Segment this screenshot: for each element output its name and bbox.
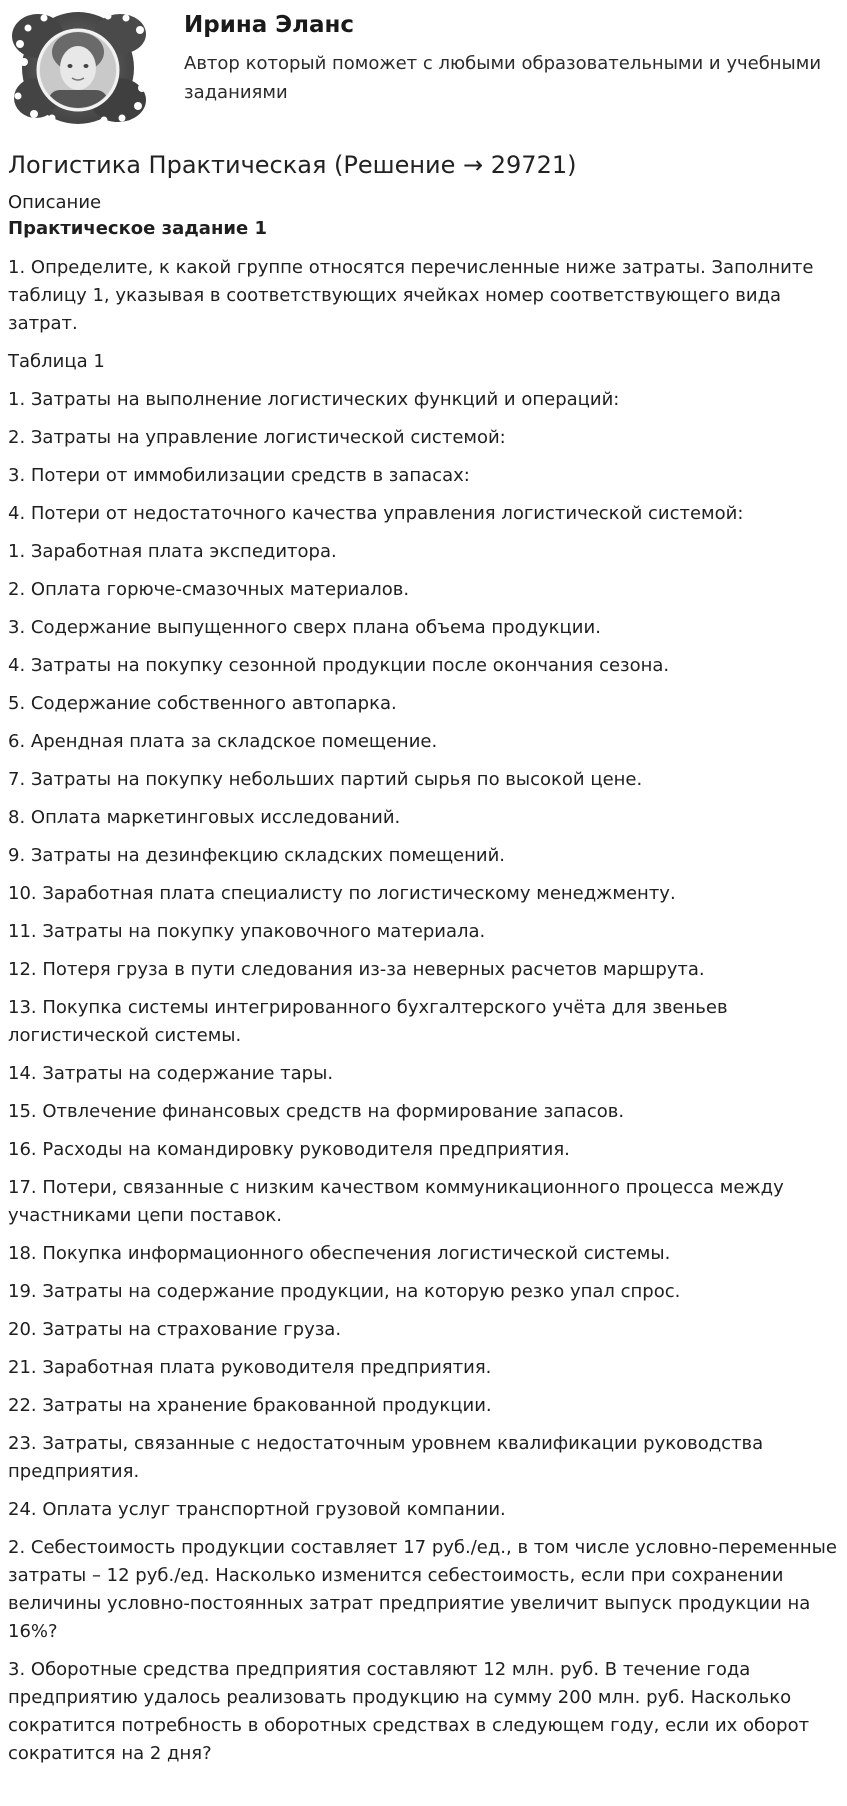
paragraph: 4. Затраты на покупку сезонной продукции после окончания сезона. bbox=[8, 655, 670, 676]
film-reel-frame-icon bbox=[8, 8, 152, 126]
paragraph: 22. Затраты на хранение бракованной продукции. bbox=[8, 1395, 492, 1416]
paragraph: 11. Затраты на покупку упаковочного материала. bbox=[8, 921, 486, 942]
paragraph: 20. Затраты на страхование груза. bbox=[8, 1319, 342, 1340]
author-avatar[interactable] bbox=[8, 8, 152, 126]
paragraph: Таблица 1 bbox=[8, 351, 105, 372]
paragraph: 6. Арендная плата за складское помещение. bbox=[8, 731, 438, 752]
task-heading: Практическое задание 1 bbox=[8, 218, 267, 239]
page-title: Логистика Практическая (Решение → 29721) bbox=[8, 151, 577, 179]
paragraph: 2. Себестоимость продукции составляет 17 руб./ед., в том числе условно-переменные затраты – 12 руб./ед. Насколько изменится себестоимость, если при сохранении величины условно-постоянных затрат предприятие увеличит выпуск продукции на 16%? bbox=[8, 1537, 837, 1642]
paragraph: 21. Заработная плата руководителя предприятия. bbox=[8, 1357, 492, 1378]
paragraph: 16. Расходы на командировку руководителя предприятия. bbox=[8, 1139, 570, 1160]
paragraph: 19. Затраты на содержание продукции, на которую резко упал спрос. bbox=[8, 1281, 681, 1302]
paragraph: 18. Покупка информационного обеспечения логистической системы. bbox=[8, 1243, 671, 1264]
paragraph: 3. Оборотные средства предприятия составляют 12 млн. руб. В течение года предприятию удалось реализовать продукцию на сумму 200 млн. руб. Насколько сократится потребность в оборотных средствах в следующем году, если их оборот сократится на 2 дня? bbox=[8, 1659, 810, 1764]
paragraph: 4. Потери от недостаточного качества управления логистической системой: bbox=[8, 503, 744, 524]
paragraph: 1. Затраты на выполнение логистических функций и операций: bbox=[8, 389, 620, 410]
paragraph: 7. Затраты на покупку небольших партий сырья по высокой цене. bbox=[8, 769, 643, 790]
paragraph: 17. Потери, связанные с низким качеством коммуникационного процесса между участниками цепи поставок. bbox=[8, 1177, 784, 1226]
paragraph: 14. Затраты на содержание тары. bbox=[8, 1063, 334, 1084]
paragraph: 9. Затраты на дезинфекцию складских помещений. bbox=[8, 845, 506, 866]
paragraph: 3. Потери от иммобилизации средств в запасах: bbox=[8, 465, 470, 486]
paragraph: 10. Заработная плата специалисту по логистическому менеджменту. bbox=[8, 883, 676, 904]
author-card bbox=[0, 0, 847, 135]
description-label: Описание bbox=[8, 192, 102, 213]
main-content bbox=[8, 144, 838, 1778]
paragraph: 2. Затраты на управление логистической системой: bbox=[8, 427, 506, 448]
author-description: Автор который поможет с любыми образовательными и учебными заданиями bbox=[184, 53, 822, 103]
paragraph: 5. Содержание собственного автопарка. bbox=[8, 693, 397, 714]
paragraph: 24. Оплата услуг транспортной грузовой компании. bbox=[8, 1499, 506, 1520]
paragraph: 15. Отвлечение финансовых средств на формирование запасов. bbox=[8, 1101, 625, 1122]
paragraph: 1. Определите, к какой группе относятся перечисленные ниже затраты. Заполните таблицу 1, указывая в соответствующих ячейках номер соответствующего вида затрат. bbox=[8, 257, 814, 334]
paragraph: 8. Оплата маркетинговых исследований. bbox=[8, 807, 401, 828]
paragraph: 2. Оплата горюче-смазочных материалов. bbox=[8, 579, 410, 600]
paragraph: 13. Покупка системы интегрированного бухгалтерского учёта для звеньев логистической системы. bbox=[8, 997, 728, 1046]
paragraph: 1. Заработная плата экспедитора. bbox=[8, 541, 337, 562]
paragraph: 23. Затраты, связанные с недостаточным уровнем квалификации руководства предприятия. bbox=[8, 1433, 764, 1482]
paragraph: 3. Содержание выпущенного сверх плана объема продукции. bbox=[8, 617, 601, 638]
author-name[interactable]: Ирина Эланс bbox=[184, 12, 355, 38]
paragraph: 12. Потеря груза в пути следования из-за неверных расчетов маршрута. bbox=[8, 959, 705, 980]
